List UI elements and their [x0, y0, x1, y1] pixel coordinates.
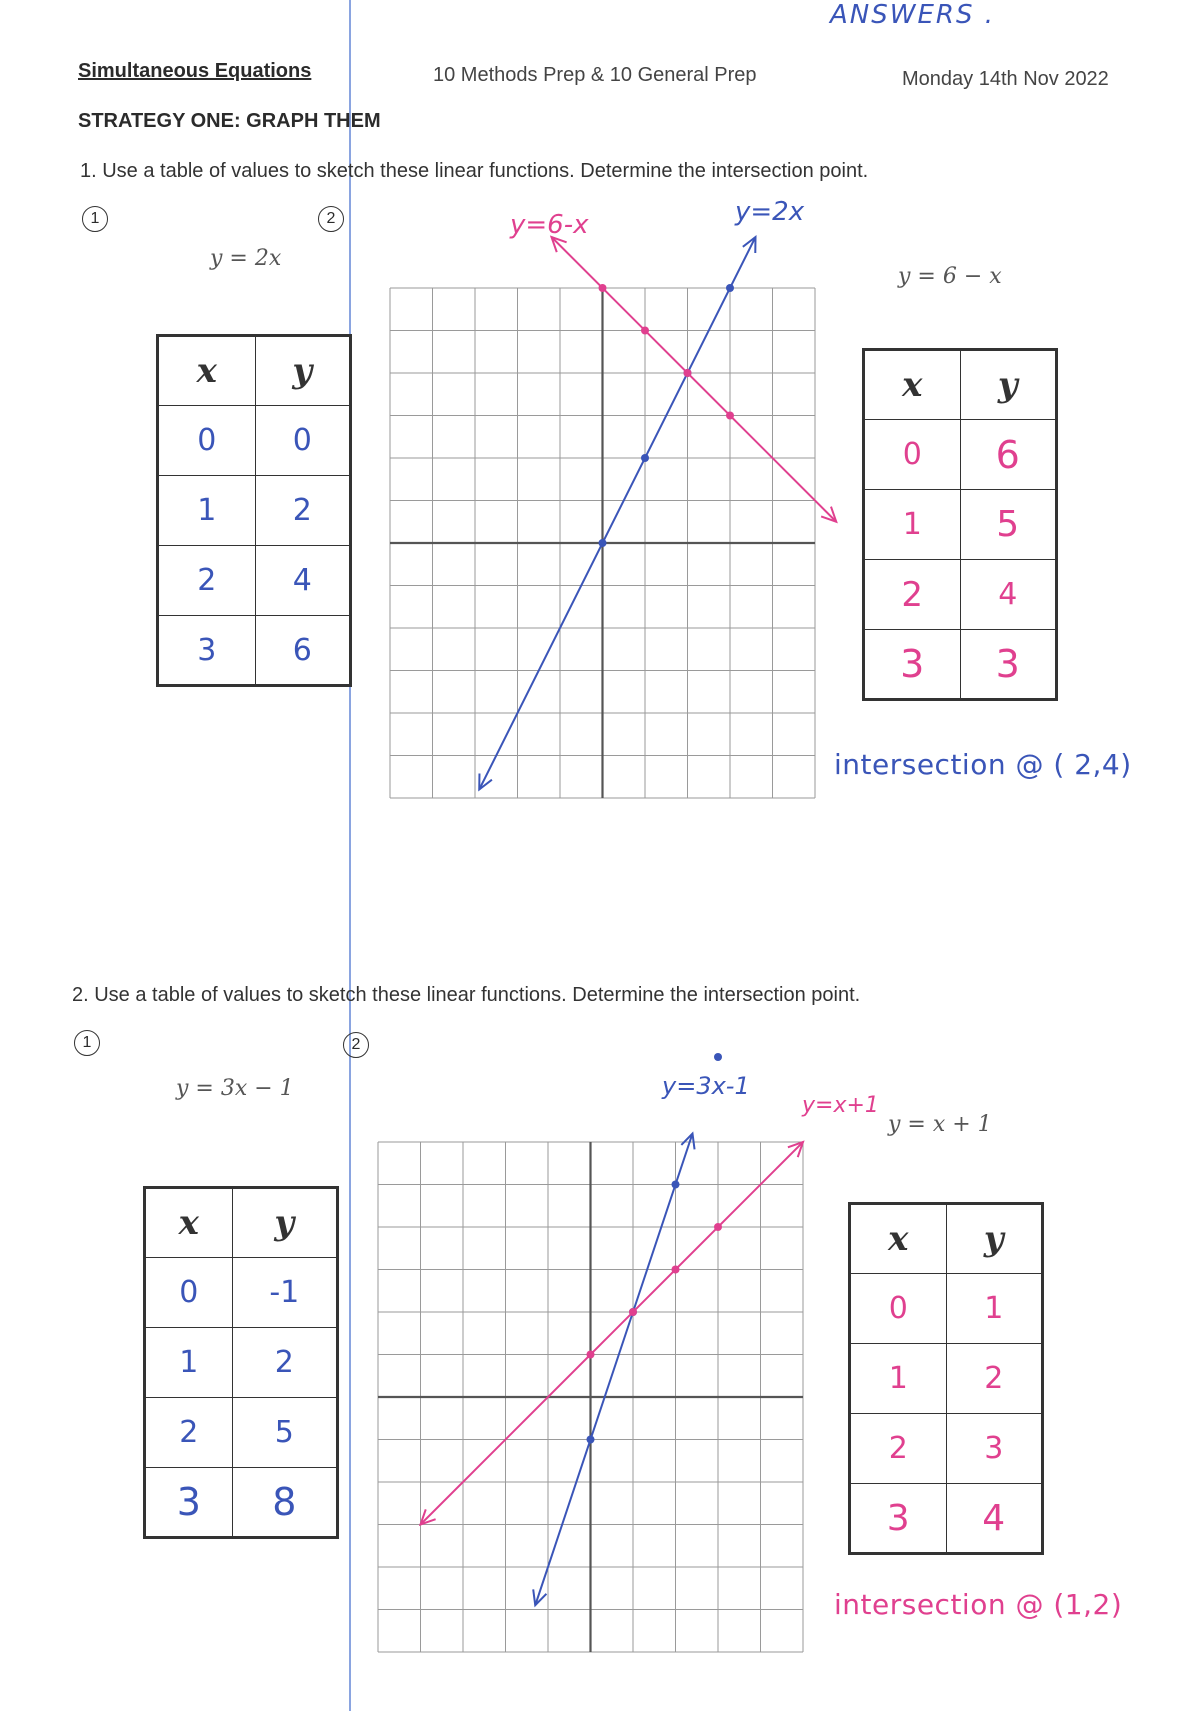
table-row: [158, 476, 351, 546]
graph-axes: [378, 1142, 803, 1652]
table-row: [864, 420, 1057, 490]
table-cell: 0: [850, 1274, 947, 1344]
q2-equation-2: y = x + 1: [888, 1112, 992, 1137]
worksheet-date: Monday 14th Nov 2022: [902, 68, 1109, 90]
table-cell: 6: [960, 420, 1057, 490]
table-header-x: x: [850, 1204, 947, 1274]
table-cell: 2: [850, 1414, 947, 1484]
table-row: [850, 1344, 1043, 1414]
table-row: [145, 1328, 338, 1398]
table-row: [850, 1414, 1043, 1484]
plotted-point: [587, 1351, 595, 1359]
table-cell: 5: [960, 490, 1057, 560]
table-header-y: y: [960, 350, 1057, 420]
plotted-point: [587, 1436, 595, 1444]
strategy-heading: STRATEGY ONE: GRAPH THEM: [78, 110, 381, 132]
table-header-y: y: [255, 336, 350, 406]
plotted-point: [629, 1308, 637, 1316]
table-row: [864, 560, 1057, 630]
plotted-point: [714, 1053, 722, 1061]
table-cell: 0: [145, 1258, 233, 1328]
table-header-y: y: [946, 1204, 1043, 1274]
table-cell: 1: [145, 1328, 233, 1398]
q1-function-2-marker: 2: [318, 206, 344, 232]
table-row: [864, 490, 1057, 560]
table-header-x: x: [158, 336, 256, 406]
table-cell: 2: [864, 560, 961, 630]
q1-intersection-answer: intersection @ ( 2,4): [834, 748, 1132, 781]
table-cell: 8: [232, 1468, 337, 1538]
q1-blue-line-label: y=2x: [735, 197, 805, 227]
line-y-2x: [479, 237, 755, 790]
q2-function-1-marker: 1: [74, 1030, 100, 1056]
q2-table-of-values-1: [143, 1186, 339, 1539]
table-cell: 1: [158, 476, 256, 546]
q1-graph: [370, 197, 870, 820]
table-cell: 2: [232, 1328, 337, 1398]
table-row: [850, 1484, 1043, 1554]
question-2-prompt: 2. Use a table of values to sketch these linear functions. Determine the intersection point.: [72, 984, 861, 1006]
table-cell: -1: [232, 1258, 337, 1328]
table-cell: 3: [946, 1414, 1043, 1484]
answers-annotation: ANSWERS .: [830, 0, 995, 30]
plotted-point: [641, 327, 649, 335]
table-row: [850, 1274, 1043, 1344]
table-row: [158, 406, 351, 476]
table-row: [158, 546, 351, 616]
q2-equation-1: y = 3x − 1: [176, 1076, 294, 1101]
table-row: [158, 616, 351, 686]
q1-table-of-values-2: [862, 348, 1058, 701]
table-cell: 0: [255, 406, 350, 476]
table-row: [145, 1398, 338, 1468]
plotted-point: [672, 1266, 680, 1274]
plotted-point: [726, 284, 734, 292]
table-header-x: x: [145, 1188, 233, 1258]
q1-equation-1: y = 2x: [210, 246, 282, 271]
course-name: 10 Methods Prep & 10 General Prep: [433, 64, 757, 86]
table-cell: 1: [850, 1344, 947, 1414]
table-row: [864, 630, 1057, 700]
table-cell: 3: [145, 1468, 233, 1538]
q1-pink-line-label: y=6-x: [510, 210, 589, 240]
line-y-6-minus-x: [552, 237, 837, 522]
q1-function-1-marker: 1: [82, 206, 108, 232]
table-cell: 2: [158, 546, 256, 616]
table-cell: 6: [255, 616, 350, 686]
question-1-prompt: 1. Use a table of values to sketch these linear functions. Determine the intersection point.: [80, 160, 869, 182]
plotted-point: [599, 284, 607, 292]
q2-graph: [360, 1070, 879, 1670]
plotted-point: [599, 539, 607, 547]
q1-equation-2: y = 6 − x: [898, 264, 1002, 289]
table-cell: 5: [232, 1398, 337, 1468]
line-y-x-plus-1: [421, 1142, 804, 1525]
table-cell: 3: [850, 1484, 947, 1554]
table-header-y: y: [232, 1188, 337, 1258]
table-cell: 1: [864, 490, 961, 560]
graph-lines: [479, 237, 836, 790]
plotted-point: [714, 1223, 722, 1231]
q2-function-2-marker: 2: [343, 1032, 369, 1058]
q2-table-of-values-2: [848, 1202, 1044, 1555]
plotted-point: [726, 412, 734, 420]
page-margin-line: [349, 0, 351, 1711]
table-cell: 4: [255, 546, 350, 616]
table-cell: 3: [864, 630, 961, 700]
table-cell: 3: [158, 616, 256, 686]
plotted-point: [641, 454, 649, 462]
graph-lines: [421, 1053, 804, 1605]
table-cell: 2: [946, 1344, 1043, 1414]
q2-blue-line-label: y=3x-1: [662, 1072, 750, 1100]
table-row: [145, 1468, 338, 1538]
table-cell: 1: [946, 1274, 1043, 1344]
table-cell: 4: [946, 1484, 1043, 1554]
table-cell: 0: [158, 406, 256, 476]
table-cell: 2: [145, 1398, 233, 1468]
table-cell: 3: [960, 630, 1057, 700]
q1-table-of-values-1: [156, 334, 352, 687]
table-header-x: x: [864, 350, 961, 420]
table-cell: 2: [255, 476, 350, 546]
worksheet-title: Simultaneous Equations: [78, 60, 312, 82]
plotted-point: [684, 369, 692, 377]
plotted-point: [672, 1181, 680, 1189]
q2-intersection-answer: intersection @ (1,2): [834, 1588, 1123, 1621]
q2-pink-line-label: y=x+1: [802, 1093, 879, 1118]
line-y-3x-minus-1: [535, 1134, 692, 1606]
table-cell: 0: [864, 420, 961, 490]
table-row: [145, 1258, 338, 1328]
table-cell: 4: [960, 560, 1057, 630]
